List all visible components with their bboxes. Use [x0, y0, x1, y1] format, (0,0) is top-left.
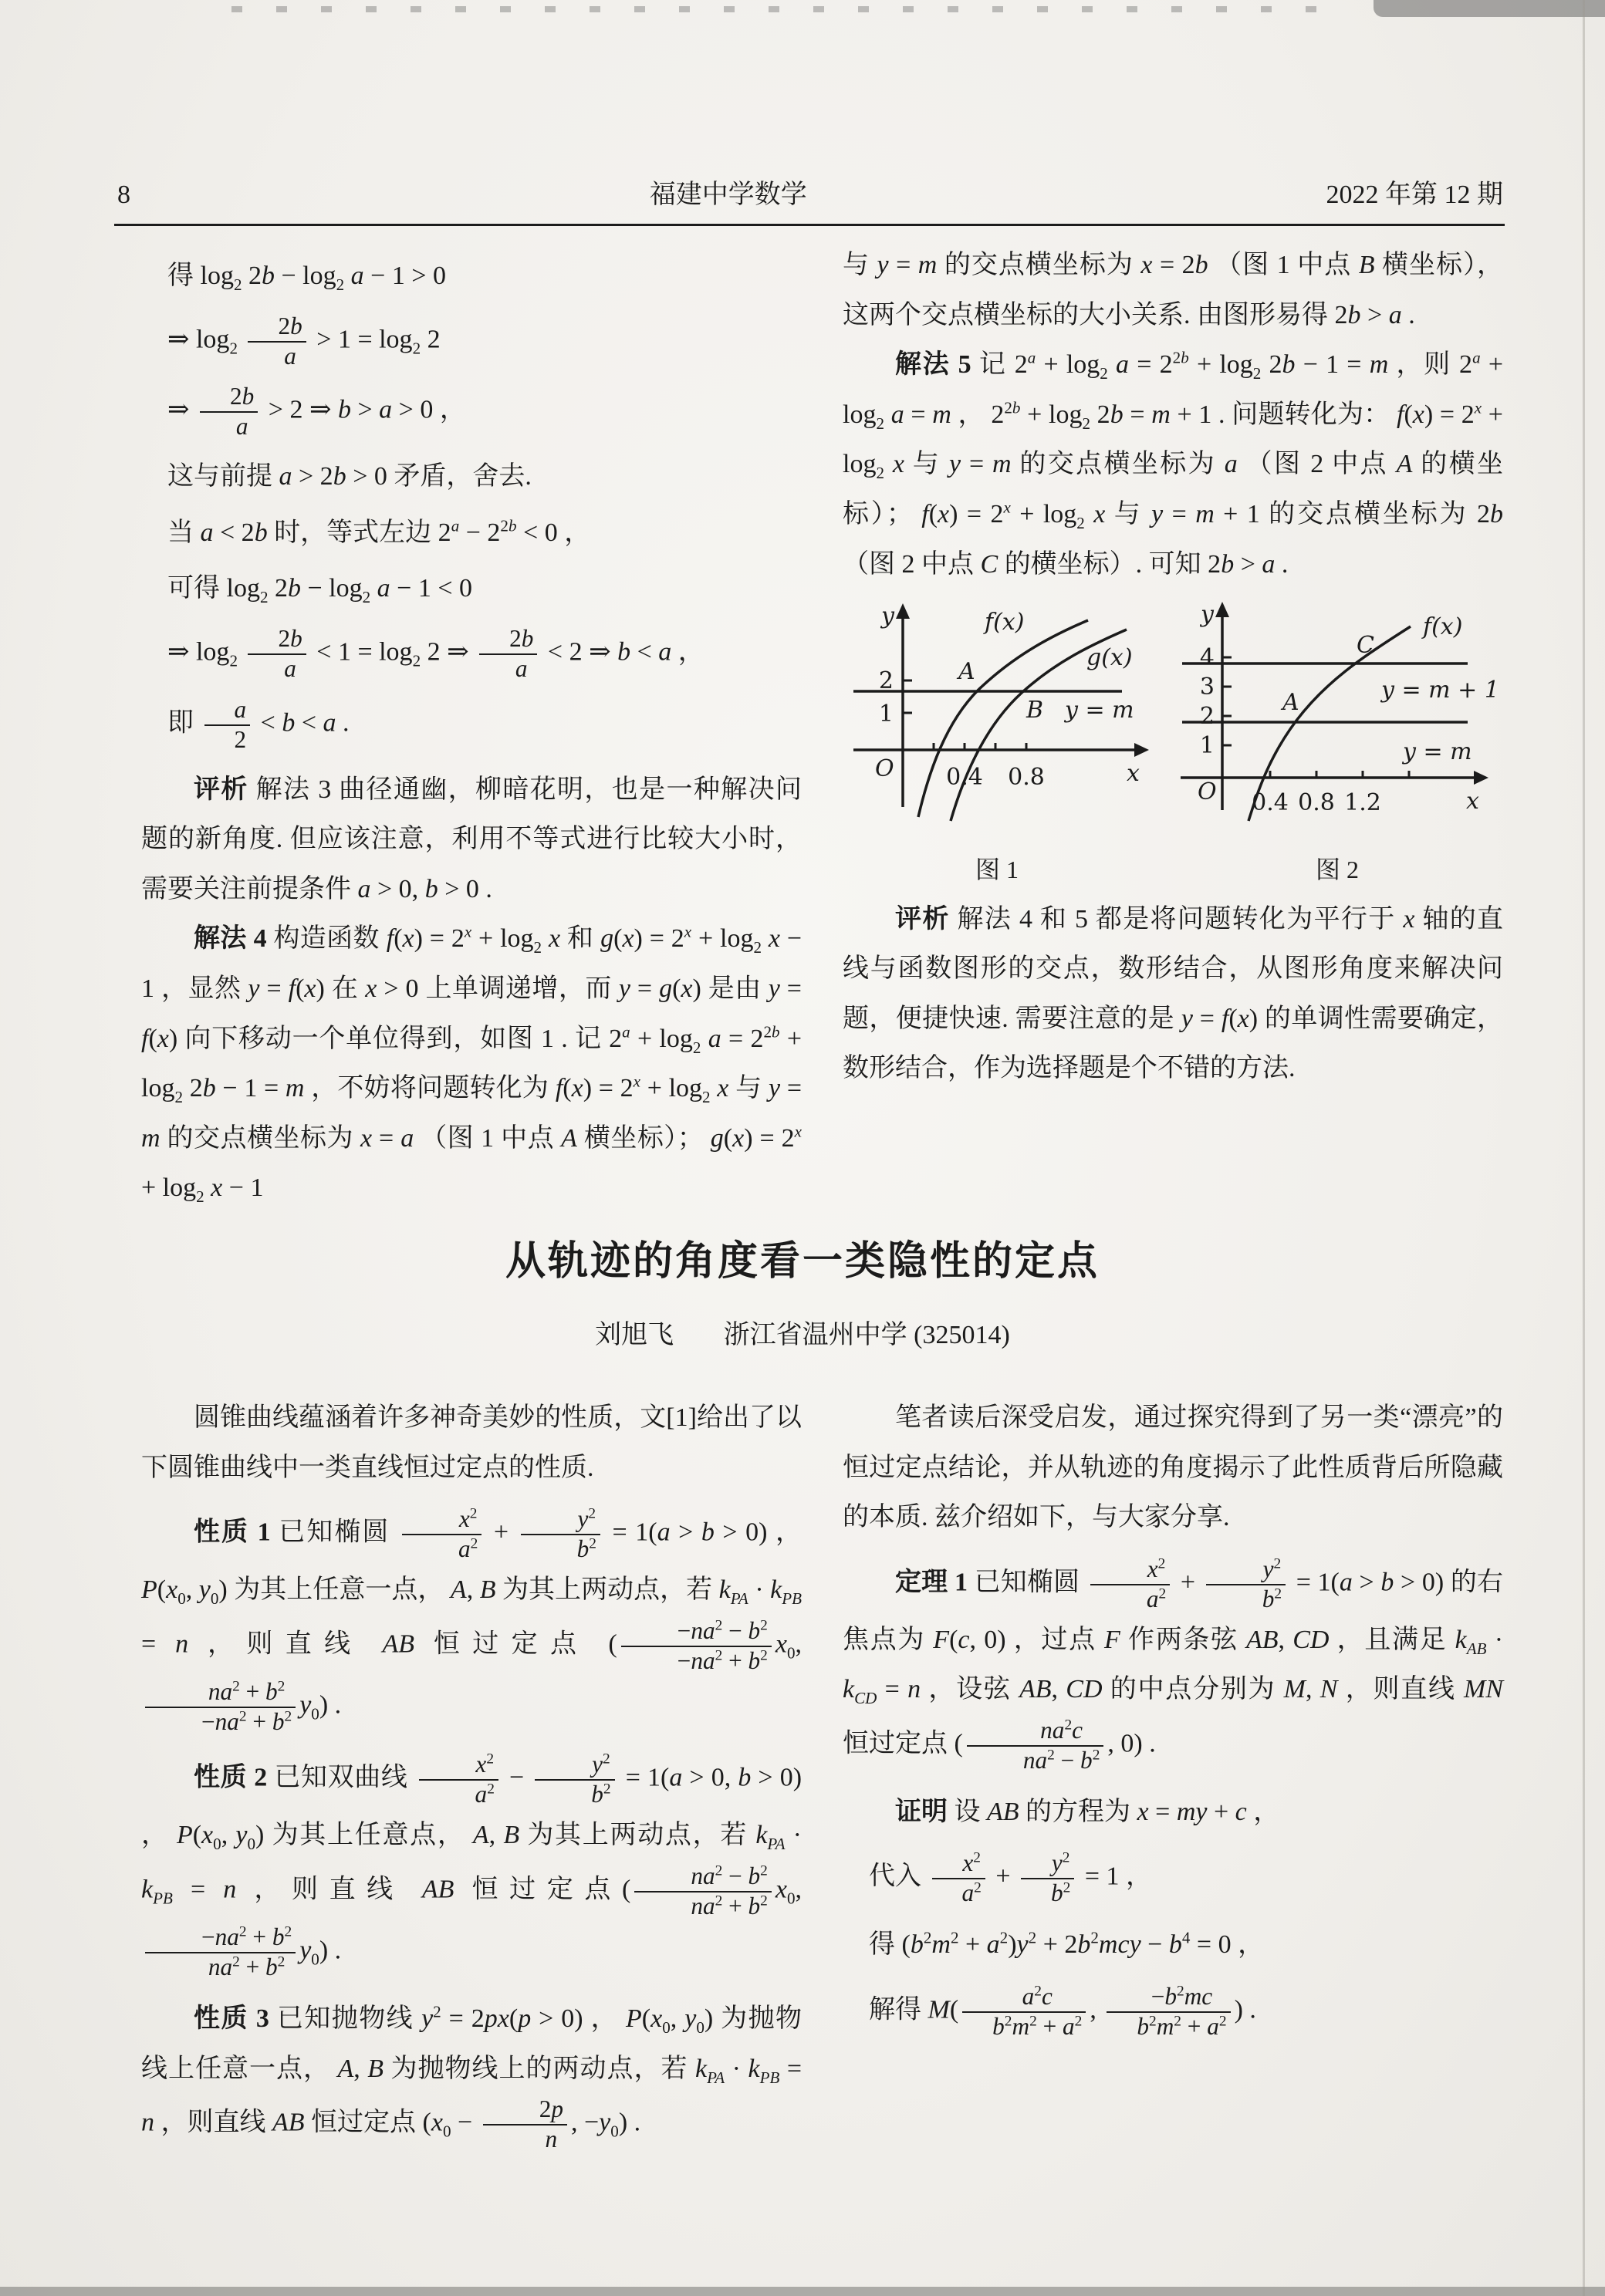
journal-title: 福建中学数学: [649, 181, 807, 209]
scan-artifact-top-smudge: [1374, 0, 1605, 17]
fig1-x-tick-08: 0.8: [1008, 764, 1045, 792]
fig2-y-tick-4: 4: [1199, 644, 1215, 672]
figure-1-caption: 图 1: [975, 855, 1019, 883]
scan-artifact-right-line: [1583, 0, 1585, 2296]
fig1-curve-f: [918, 620, 1088, 817]
figure-2-caption: 图 2: [1315, 855, 1359, 883]
page-header: [117, 173, 1503, 211]
paragraph: 得 $\log_2 2b - \log_2 a - 1 > 0$: [167, 262, 447, 294]
fig1-y-axis-label: y: [881, 603, 894, 630]
paragraph: 性质 1 已知椭圆 $\frac{x^2}{a^2}$ + $\frac{y^2}{b^2}$ = 1(a > b > 0) ， $P(x_0$, $y_0$) 为其上任意一点， A, B 为其上两动点，若 $k_{PA} \cdot k_{PB} = n$ ，则直线 AB 恒过定点 ( $\frac{-na^2 - b^2}{-na^2 + b^2}$ $x_0$, $\frac{na^2 + b^2}{-na^2 + b^2}$ $y_0$) .: [141, 1505, 802, 1736]
article2-right-column: [843, 1393, 1503, 2051]
fig2-f-curve-label: f(x): [1423, 613, 1463, 641]
fig2-y-tick-3: 3: [1199, 674, 1215, 701]
fig1-x-axis-label: x: [1127, 760, 1140, 788]
article2-title: 从轨迹的角度看一类隐性的定点: [505, 1240, 1100, 1284]
fig2-point-a-label: A: [1282, 689, 1299, 717]
paragraph: 这与前提 a > 2b > 0 矛盾，舍去.: [167, 462, 532, 491]
article1-right-column: [843, 241, 1503, 1094]
paragraph: 当 a < 2b 时，等式左边 $2^a - 2^{2b} < 0$ ，: [167, 516, 591, 547]
fig1-line-m-label: y = m: [1065, 697, 1134, 724]
figure-2: [1171, 597, 1503, 893]
fig2-x-tick-08: 0.8: [1298, 789, 1335, 817]
paragraph: 性质 2 已知双曲线 $\frac{x^2}{a^2}$ − $\frac{y^2}{b^2}$ = 1(a > 0, b > 0) ， $P(x_0$, $y_0$) 为其上任意点， A, B 为其上两动点，若 $k_{PA} \cdot k_{PB} = n$ ，则直线 AB 恒过定点( $\frac{na^2 - b^2}{na^2 + b^2}$ $x_0$, $\frac{-na^2 + b^2}{na^2 + b^2}$ $y_0$) .: [141, 1751, 802, 1981]
fig2-y-axis-label: y: [1201, 601, 1214, 629]
paragraph: 评析 解法 4 和 5 都是将问题转化为平行于 x 轴的直线与函数图形的交点，数形结合，从图形角度来解决问题，便捷快速. 需要注意的是 y = f(x) 的单调性需要确定，数形结合，作为选择题是个不错的方法.: [843, 904, 1504, 1083]
fig1-y-tick-1: 1: [878, 701, 894, 728]
article2-byline: [0, 1313, 1605, 1351]
paragraph: 评析 解法 3 曲径通幽，柳暗花明，也是一种解决问题的新角度. 但应该注意，利用不等式进行比较大小时，需要关注前提条件 a > 0, b > 0 .: [141, 775, 802, 903]
figure-1: [843, 597, 1151, 893]
paragraph: 性质 3 已知抛物线 $y^2 = 2px(p > 0)$ ， $P(x_0$, $y_0$) 为抛物线上任意一点， A, B 为抛物线上的两动点，若 $k_{PA} \cdot k_{PB} = n$ ，则直线 AB 恒过定点 ($x_0$ − $\frac{2p}{n}$ , $-y_0$) .: [141, 2002, 802, 2153]
paragraph: ⇒ $\frac{2b}{a}$ > 2 ⇒ b > a > 0 ，: [167, 383, 466, 441]
paragraph: ⇒ $\log_2$ $\frac{2b}{a}$ < $1 = \log_2 2$ ⇒ $\frac{2b}{a}$ < 2 ⇒ b < a ，: [167, 625, 705, 682]
fig2-x-tick-12: 1.2: [1344, 789, 1381, 817]
fig2-point-c-label: C: [1357, 632, 1374, 660]
fig1-g-curve-label: g(x): [1086, 644, 1133, 672]
paragraph: 与 y = m 的交点横坐标为 x = 2b （图 1 中点 B 横坐标），这两个交点横坐标的大小关系. 由图形易得 2b > a .: [843, 251, 1504, 329]
paragraph: ⇒ $\log_2$ $\frac{2b}{a}$ > $1 = \log_2 2$: [167, 312, 441, 370]
fig1-f-curve-label: f(x): [985, 609, 1025, 636]
article1-left-column: [141, 245, 802, 1214]
fig2-y-tick-2: 2: [1199, 703, 1215, 731]
paragraph: 可得 $\log_2 2b - \log_2 a - 1 < 0$: [167, 574, 473, 607]
fig1-x-tick-04: 0.4: [946, 764, 983, 792]
paragraph: 圆锥曲线蕴涵着许多神奇美妙的性质，文[1]给出了以下圆锥曲线中一类直线恒过定点的性质.: [141, 1403, 802, 1482]
figure-1-plot: [843, 597, 1151, 829]
paragraph: 解法 4 构造函数 $f(x) = 2^x + \log_2 x$ 和 $g(x) = 2^x + \log_2 x - 1$ ，显然 y = f(x) 在 x > 0 上单调递增，而 y = g(x) 是由 y = f(x) 向下移动一个单位得到，如图 1 . 记 $2^a + \log_2 a = 2^{2b} + \log_2 2b - 1 = m$ ，不妨将问题转化为 $f(x) = 2^x + \log_2 x$ 与 y = m 的交点横坐标为 x = a （图 1 中点 A 横坐标）； $g(x) = 2^x + \log_2 x - 1$: [141, 923, 802, 1207]
issue-label: 2022 年第 12 期: [1326, 181, 1503, 209]
paragraph: 解法 5 记 $2^a + \log_2 a = 2^{2b} + \log_2 2b - 1 = m$ ，则 $2^a + \log_2 a = m$ ， $2^{2b} + \log_2 2b = m + 1$ . 问题转化为： $f(x) = 2^x + \log_2 x$ 与 y = m 的交点横坐标为 a （图 2 中点 A 的横坐标）； $f(x) = 2^x + \log_2 x$ 与 y = m + 1 的交点横坐标为 2b （图 2 中点 C 的横坐标）. 可知 2b > a .: [843, 348, 1504, 579]
article1-right-top: [843, 241, 1503, 589]
fig2-y-tick-1: 1: [1199, 732, 1215, 760]
paragraph: 证明 设 AB 的方程为 x = my + c ，: [895, 1797, 1280, 1826]
article2-left-column: [141, 1393, 802, 2156]
fig2-x-tick-04: 0.4: [1252, 789, 1289, 817]
article2-affiliation: 浙江省温州中学 (325014): [723, 1321, 1010, 1349]
fig1-point-b-label: B: [1026, 697, 1044, 724]
fig2-line-m1-label: y = m + 1: [1381, 677, 1499, 704]
paragraph: 笔者读后深受启发，通过探究得到了另一类“漂亮”的恒过定点结论，并从轨迹的角度揭示了此性质背后所隐藏的本质. 兹介绍如下，与大家分享.: [843, 1403, 1503, 1532]
article2-author: 刘旭飞: [595, 1321, 674, 1349]
fig1-y-tick-2: 2: [878, 667, 894, 695]
page-number: 8: [117, 181, 130, 209]
paragraph: 解得 M( $\frac{a^2c}{b^2m^2 + a^2}$ , $\frac{-b^2mc}{b^2m^2 + a^2}$ ) .: [869, 1982, 1256, 2040]
scan-artifact-top-dashes: [231, 6, 1327, 12]
fig1-point-a-label: A: [958, 658, 975, 686]
paragraph: 代入 $\frac{x^2}{a^2}$ + $\frac{y^2}{b^2}$ = 1 ，: [869, 1849, 1153, 1907]
fig2-origin-label: O: [1198, 778, 1217, 806]
fig2-line-m-label: y = m: [1403, 738, 1472, 766]
scan-artifact-bottom-band: [0, 2287, 1605, 2296]
paragraph: 定理 1 已知椭圆 $\frac{x^2}{a^2}$ + $\frac{y^2}{b^2}$ = 1(a > b > 0) 的右焦点为 F(c, 0) ，过点 F 作两条弦 AB, CD ，且满足 $k_{AB} \cdot k_{CD} = n$ ，设弦 AB, CD 的中点分别为 M, N ，则直线 MN 恒过定点 ( $\frac{na^2c}{na^2 - b^2}$ , 0) .: [843, 1555, 1504, 1774]
figures-row: [843, 597, 1503, 893]
paragraph: 即 $\frac{a}{2}$ < b < a .: [167, 695, 350, 753]
article1-right-bottom: [843, 895, 1503, 1094]
fig1-origin-label: O: [875, 755, 894, 783]
fig2-x-axis-label: x: [1466, 788, 1479, 815]
header-rule: [114, 224, 1505, 226]
figure-2-plot: [1171, 597, 1503, 829]
paragraph: 得 $(b^2m^2 + a^2)y^2 + 2b^2mcy - b^4 = 0$ ，: [869, 1928, 1265, 1959]
